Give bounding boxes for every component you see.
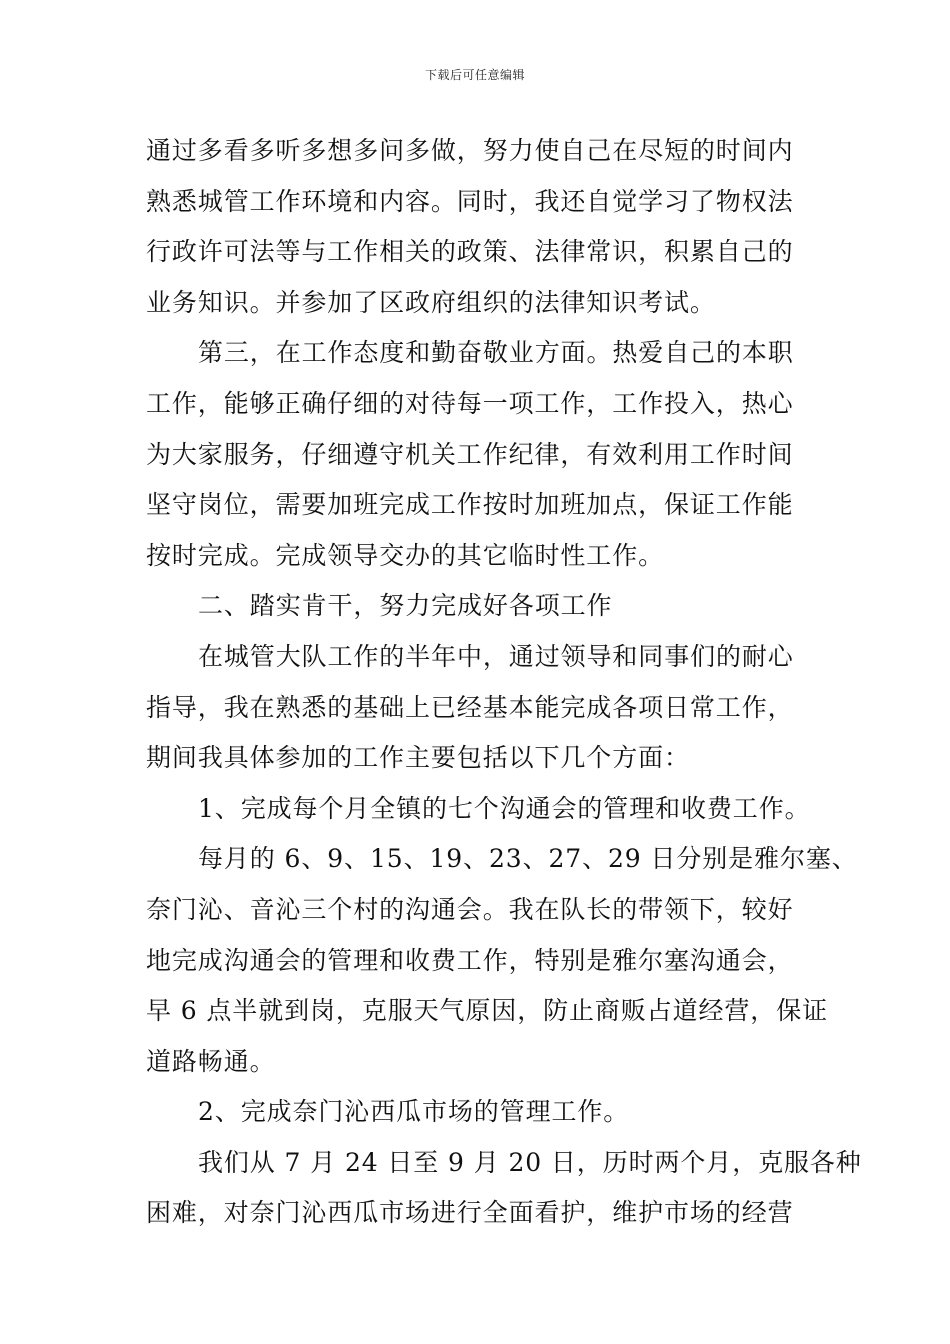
text-line: 困难，对奈门沁西瓜市场进行全面看护，维护市场的经营 — [146, 1198, 794, 1228]
text-line: 熟悉城管工作环境和内容。同时，我还自觉学习了物权法 — [146, 186, 794, 216]
text-line: 早 6 点半就到岗，克服天气原因，防止商贩占道经营，保证 — [146, 996, 829, 1026]
text-line: 按时完成。完成领导交办的其它临时性工作。 — [146, 540, 665, 570]
text-line: 指导，我在熟悉的基础上已经基本能完成各项日常工作， — [146, 692, 794, 722]
text-line: 坚守岗位，需要加班完成工作按时加班加点，保证工作能 — [146, 490, 794, 520]
paragraph-start-line: 在城管大队工作的半年中，通过领导和同事们的耐心 — [198, 641, 794, 671]
text-line: 地完成沟通会的管理和收费工作，特别是雅尔塞沟通会， — [146, 945, 794, 975]
paragraph-start-line: 每月的 6、9、15、19、23、27、29 日分别是雅尔塞、 — [198, 844, 858, 874]
paragraph-start-line: 我们从 7 月 24 日至 9 月 20 日，历时两个月，克服各种 — [198, 1147, 862, 1177]
section-heading: 二、踏实肯干，努力完成好各项工作 — [198, 591, 613, 621]
page-header-note: 下载后可任意编辑 — [424, 68, 525, 82]
list-item-heading: 1、完成每个月全镇的七个沟通会的管理和收费工作。 — [198, 793, 811, 823]
text-line: 道路畅通。 — [146, 1046, 276, 1076]
text-line: 为大家服务，仔细遵守机关工作纪律，有效利用工作时间 — [146, 439, 794, 469]
text-line: 奈门沁、音沁三个村的沟通会。我在队长的带领下，较好 — [146, 894, 794, 924]
text-line: 业务知识。并参加了区政府组织的法律知识考试。 — [146, 287, 716, 317]
document-body — [146, 126, 862, 1239]
text-line: 行政许可法等与工作相关的政策、法律常识，积累自己的 — [146, 237, 794, 267]
paragraph-start-line: 第三，在工作态度和勤奋敬业方面。热爱自己的本职 — [198, 338, 794, 368]
text-line: 期间我具体参加的工作主要包括以下几个方面： — [146, 743, 690, 773]
text-line: 工作，能够正确仔细的对待每一项工作，工作投入，热心 — [146, 388, 794, 418]
text-line: 通过多看多听多想多问多做，努力使自己在尽短的时间内 — [146, 136, 794, 165]
list-item-heading: 2、完成奈门沁西瓜市场的管理工作。 — [198, 1097, 630, 1127]
